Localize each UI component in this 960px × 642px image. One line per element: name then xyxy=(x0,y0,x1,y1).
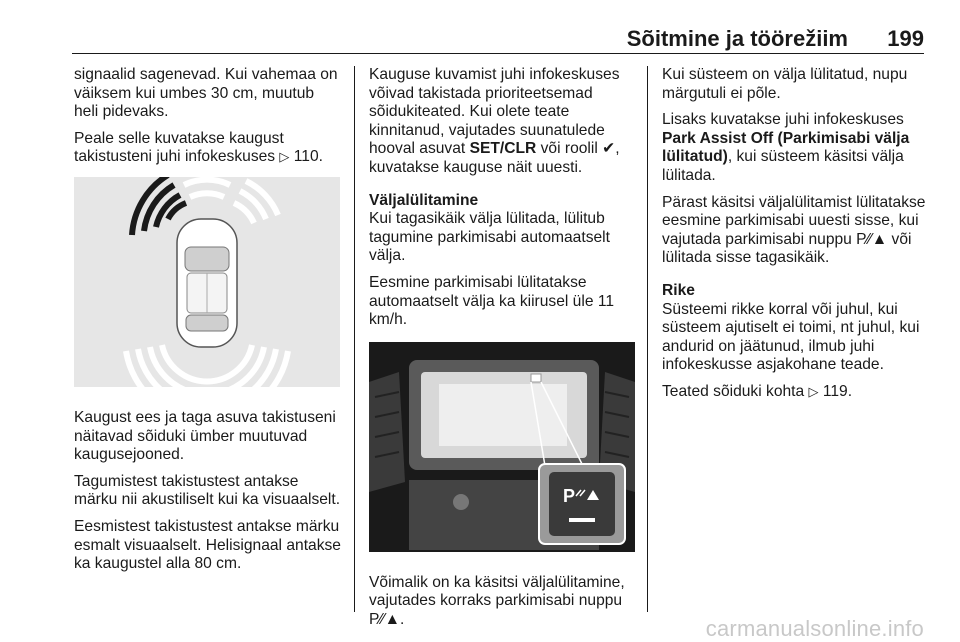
paragraph: Pärast käsitsi väljalülitamist lülitatakse eesmine parkimisabi uuesti sisse, kui vajutada parkimisabi nuppu P⁄⁄▲ või lülitada sisse tagasikäik. xyxy=(662,193,926,267)
page-reference-icon: ▷ xyxy=(279,149,290,165)
paragraph: signaalid sagenevad. Kui vahemaa on väiksem kui umbes 30 cm, muutub heli pidevaks. xyxy=(74,66,338,121)
page-header xyxy=(72,26,924,52)
park-assist-off-message: Park Assist Off (Parkimisabi välja lülitatud) xyxy=(662,129,910,166)
section-heading: Väljalülitamine xyxy=(369,191,479,209)
header-rule xyxy=(72,53,924,54)
paragraph xyxy=(662,383,930,402)
paragraph-text: , kui süsteem käsitsi välja lülitada. xyxy=(662,148,904,184)
column-divider xyxy=(354,66,355,612)
paragraph: Eesmistest takistustest antakse märku esmalt visuaalselt. Helisignaal antakse ka kaugustel alla 80 cm. xyxy=(74,517,341,573)
dashboard-illustration xyxy=(369,342,635,552)
paragraph xyxy=(369,192,635,266)
paragraph xyxy=(369,66,635,178)
paragraph: Tagumistest takistustest antakse märku nii akustiliselt kui ka visuaalselt. xyxy=(74,472,341,509)
column-divider xyxy=(647,66,648,612)
paragraph-text: Süsteemi rikke korral või juhul, kui süsteem ajutiselt ei toimi, nt juhul, kui andurid on jäätunud, ilmub juhi infokeskusse asjakohane teade. xyxy=(662,300,920,374)
paragraph-text: Kauguse kuvamist juhi infokeskuses võivad takistada prioriteetsemad sõidukiteated. Kui olete teate kinnitanud, vajutades suunatulede hooval asuvat xyxy=(369,66,620,158)
paragraph xyxy=(662,111,930,185)
column-3 xyxy=(662,66,930,410)
car-icon xyxy=(177,219,237,347)
paragraph xyxy=(662,282,930,375)
figure-caption: Kaugust ees ja taga asuva takistuseni näitavad sõiduki ümber muutuvad kaugusejooned. xyxy=(74,408,336,464)
section-heading: Rike xyxy=(662,281,695,299)
page-title: Sõitmine ja töörežiim xyxy=(626,26,848,51)
paragraph-text: Kui tagasikäik välja lülitada, lülitub tagumine parkimisabi automaatselt välja. xyxy=(369,210,610,265)
paragraph xyxy=(74,130,342,167)
paragraph-text: Peale selle kuvatakse kaugust takistusteni juhi infokeskuses xyxy=(74,129,284,166)
paragraph: Eesmine parkimisabi lülitatakse automaatselt välja ka kiirusel üle 11 km/h. xyxy=(369,273,615,329)
figure-caption: Võimalik on ka käsitsi väljalülitamine, vajutades korraks parkimisabi nuppu P⁄⁄▲. xyxy=(369,573,625,628)
dashboard-photo xyxy=(369,342,635,552)
set-clr-label: SET/CLR xyxy=(469,140,537,158)
page-reference-icon: ▷ xyxy=(808,383,819,399)
paragraph-text: Lisaks kuvatakse juhi infokeskuses xyxy=(662,111,904,129)
car-sensor-diagram xyxy=(74,177,340,387)
column-2 xyxy=(369,66,635,638)
paragraph: Kui süsteem on välja lülitatud, nupu märgutuli ei põle. xyxy=(662,66,908,102)
page-reference[interactable]: 110. xyxy=(293,148,323,166)
watermark: carmanualsonline.info xyxy=(705,616,924,641)
column-1 xyxy=(74,66,342,582)
page-reference[interactable]: 119. xyxy=(822,382,853,400)
parking-sensor-illustration xyxy=(74,177,340,387)
paragraph-text: Teated sõiduki kohta xyxy=(662,382,809,400)
paragraph-text: või roolil ✔, kuvatakse kauguse näit uuesti. xyxy=(369,140,620,176)
page-number: 199 xyxy=(887,26,924,51)
park-assist-button-icon: P xyxy=(563,485,576,506)
